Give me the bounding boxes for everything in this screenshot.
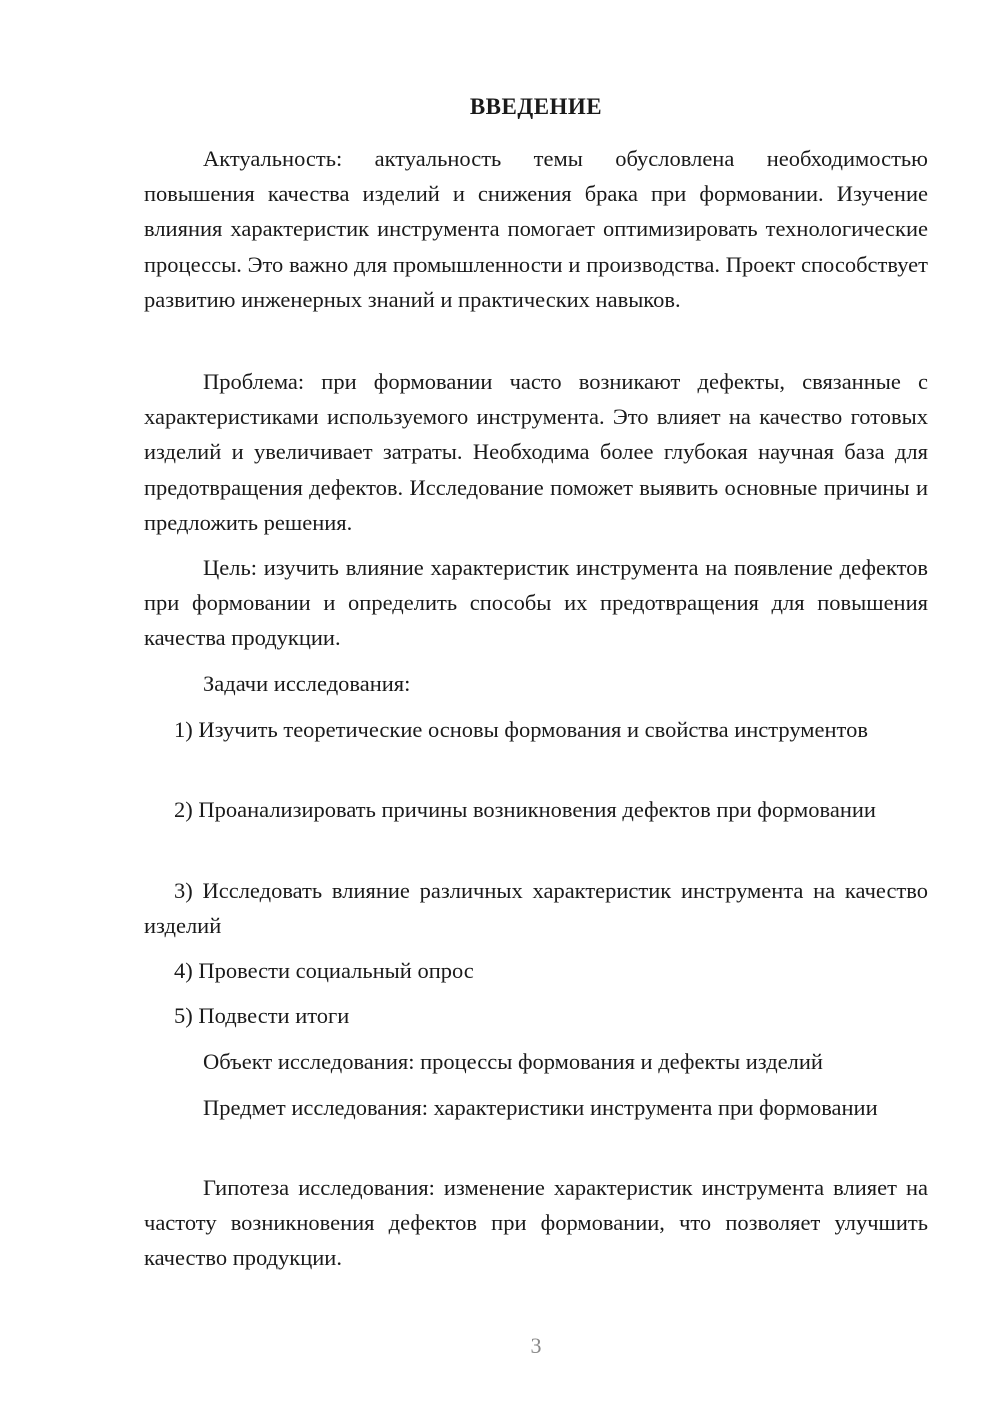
tasks-title: Задачи исследования: [203,671,411,696]
hypothesis-paragraph: Гипотеза исследования: изменение характеристик инструмента влияет на частоту возникновения дефектов при формовании, что позволяет улучшить качество продукции. [144,1175,928,1271]
object-paragraph: Объект исследования: процессы формования и дефекты изделий [203,1049,823,1074]
page-number: 3 [530,1333,542,1358]
task-item-3: 3) Исследовать влияние различных характеристик инструмента на качество изделий [144,878,928,939]
problem-paragraph: Проблема: при формовании часто возникают дефекты, связанные с характеристиками используемого инструмента. Это влияет на качество готовых изделий и увеличивает затраты. Необходима более глубокая научная база для предотвращения дефектов. Исследование поможет выявить основные причины и предложить решения. [144,369,928,535]
task-item-1: 1) Изучить теоретические основы формования и свойства инструментов [174,717,868,742]
task-item-2: 2) Проанализировать причины возникновения дефектов при формовании [174,797,876,822]
goal-paragraph: Цель: изучить влияние характеристик инструмента на появление дефектов при формовании и определить способы их предотвращения для повышения качества продукции. [144,555,928,651]
relevance-paragraph: Актуальность: актуальность темы обусловлена необходимостью повышения качества изделий и снижения брака при формовании. Изучение влияния характеристик инструмента помогает оптимизировать технологические процессы. Это важно для промышленности и производства. Проект способствует развитию инженерных знаний и практических навыков. [144,146,928,312]
task-item-4: 4) Провести социальный опрос [174,958,474,983]
task-item-5: 5) Подвести итоги [174,1003,350,1028]
page-title: ВВЕДЕНИЕ [469,94,603,119]
subject-paragraph: Предмет исследования: характеристики инструмента при формовании [203,1095,878,1120]
